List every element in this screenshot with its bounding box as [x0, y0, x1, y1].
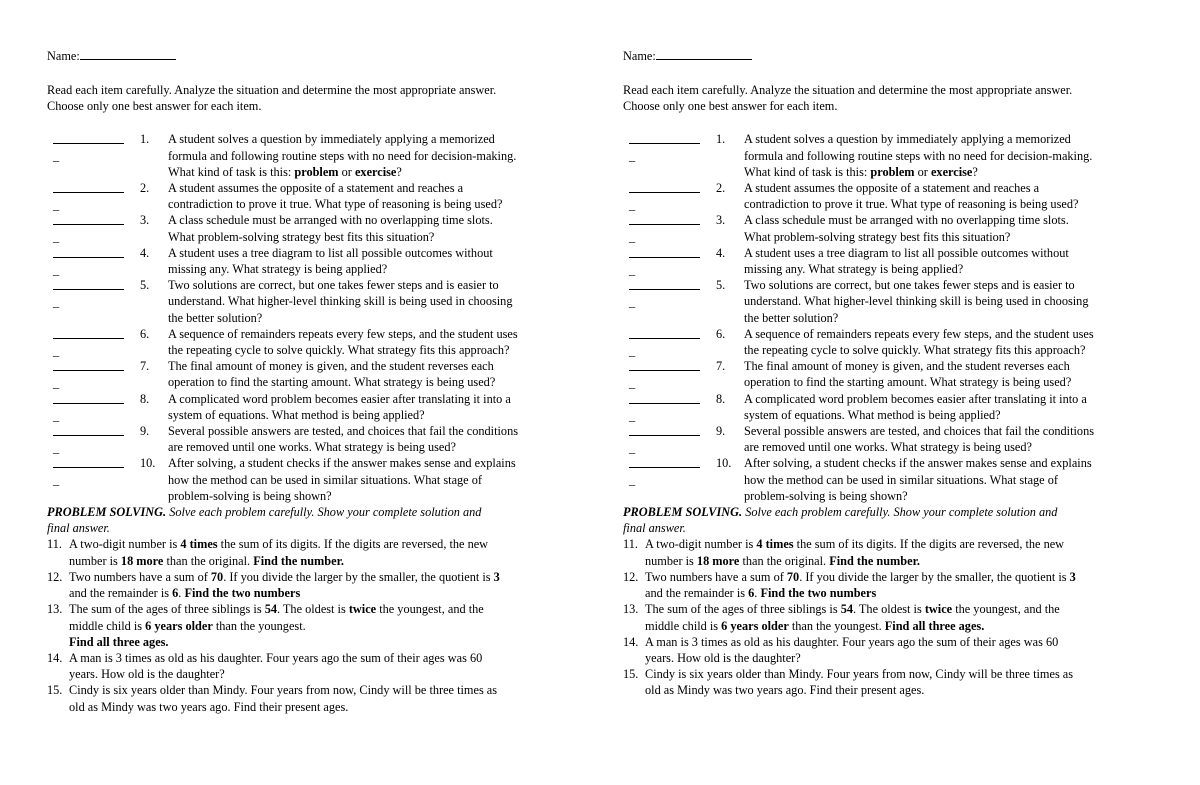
- item-text: formula and following routine steps with no need for decision-making.: [168, 148, 517, 163]
- name-blank[interactable]: [80, 47, 176, 60]
- problem-number: 11.: [623, 537, 638, 552]
- item-text: how the method can be used in similar situations. What stage of: [168, 472, 482, 487]
- item-4: [623, 245, 1158, 277]
- problem-13: 13. The sum of the ages of three siblings is 54. The oldest is twice the youngest, and the middle child is 6 years older than the youngest. Find all three ages.: [623, 602, 1060, 633]
- name-label: Name:: [623, 49, 656, 63]
- problem-11: 11. A two-digit number is 4 times the sum of its digits. If the digits are reversed, the new number is 18 more than the original. Find the number.: [623, 537, 1065, 568]
- item-text: A student uses a tree diagram to list all possible outcomes without: [168, 245, 493, 260]
- problem-15: 15. Cindy is six years older than Mindy. Four years from now, Cindy will be three times as old as Mindy was two years ago. Find their present ages.: [623, 667, 1074, 698]
- item-text: The final amount of money is given, and the student reverses each: [744, 359, 1070, 374]
- instructions-line: Read each item carefully. Analyze the situation and determine the most appropriate answer.: [623, 83, 1073, 97]
- instructions-line: Choose only one best answer for each item.: [623, 99, 838, 114]
- problem-number: 12.: [47, 569, 63, 584]
- problem-14: 14. A man is 3 times as old as his daughter. Four years ago the sum of their ages was 60 years. How old is the daughter?: [47, 650, 483, 682]
- item-10: [47, 455, 582, 504]
- item-2: [623, 180, 1158, 212]
- item-text: A sequence of remainders repeats every few steps, and the student uses: [744, 326, 1094, 341]
- item-text: contradiction to prove it true. What type of reasoning is being used?: [168, 197, 503, 212]
- item-9: [47, 423, 582, 455]
- answer-blank[interactable]: _: [53, 131, 124, 162]
- answer-blank[interactable]: _: [629, 358, 700, 389]
- item-text: What problem-solving strategy best fits this situation?: [744, 229, 1011, 244]
- item-7: [47, 358, 582, 390]
- item-number: 9.: [140, 424, 150, 439]
- answer-blank[interactable]: _: [629, 326, 700, 357]
- item-text: system of equations. What method is being applied?: [744, 407, 1001, 422]
- item-number: 5.: [140, 278, 150, 293]
- item-number: 10.: [140, 456, 156, 471]
- answer-blank[interactable]: _: [629, 277, 700, 308]
- item-text: system of equations. What method is being applied?: [168, 407, 425, 422]
- item-text: missing any. What strategy is being applied?: [744, 262, 964, 277]
- problem-13: 13. The sum of the ages of three siblings is 54. The oldest is twice the youngest, and the middle child is 6 years older than the youngest. Find all three ages.: [47, 602, 484, 649]
- item-text: A class schedule must be arranged with no overlapping time slots.: [168, 213, 493, 228]
- item-number: 9.: [716, 424, 726, 439]
- item-text: Two solutions are correct, but one takes fewer steps and is easier to: [744, 278, 1075, 293]
- item-text: operation to find the starting amount. What strategy is being used?: [744, 375, 1072, 390]
- item-text: A complicated word problem becomes easier after translating it into a: [168, 391, 511, 406]
- item-number: 10.: [716, 456, 732, 471]
- name-field: [623, 47, 1158, 63]
- answer-blank[interactable]: _: [53, 423, 124, 454]
- instructions: [623, 82, 1158, 114]
- item-text: Several possible answers are tested, and choices that fail the conditions: [744, 424, 1095, 439]
- item-number: 7.: [716, 359, 726, 374]
- item-text: After solving, a student checks if the answer makes sense and explains: [168, 456, 516, 471]
- item-text: A class schedule must be arranged with no overlapping time slots.: [744, 213, 1069, 228]
- item-text: operation to find the starting amount. What strategy is being used?: [168, 375, 496, 390]
- item-text: A student solves a question by immediately applying a memorized: [744, 132, 1071, 147]
- answer-blank[interactable]: _: [53, 212, 124, 243]
- answer-blank[interactable]: _: [629, 245, 700, 276]
- item-number: 5.: [716, 278, 726, 293]
- item-text: the better solution?: [168, 310, 263, 325]
- problem-number: 13.: [623, 602, 639, 617]
- item-text: What problem-solving strategy best fits this situation?: [168, 229, 435, 244]
- problem-number: 12.: [623, 569, 639, 584]
- item-list: [623, 131, 1158, 504]
- problem-number: 14.: [623, 634, 639, 649]
- problem-14: 14. A man is 3 times as old as his daughter. Four years ago the sum of their ages was 60 years. How old is the daughter?: [623, 634, 1059, 665]
- item-text: understand. What higher-level thinking skill is being used in choosing: [744, 294, 1089, 309]
- item-number: 2.: [140, 181, 150, 196]
- item-number: 8.: [716, 391, 726, 406]
- item-text: A sequence of remainders repeats every few steps, and the student uses: [168, 326, 518, 341]
- instructions: [47, 82, 582, 114]
- answer-blank[interactable]: _: [53, 180, 124, 211]
- item-text: are removed until one works. What strategy is being used?: [168, 440, 456, 455]
- item-text: What kind of task is this: problem or exercise?: [168, 164, 402, 179]
- worksheet-left: [47, 47, 582, 715]
- item-5: [47, 277, 582, 326]
- problem-number: 11.: [47, 537, 62, 552]
- item-text: understand. What higher-level thinking skill is being used in choosing: [168, 294, 513, 309]
- item-text: contradiction to prove it true. What type of reasoning is being used?: [744, 197, 1079, 212]
- problem-number: 15.: [47, 683, 63, 698]
- answer-blank[interactable]: _: [629, 423, 700, 454]
- item-text: problem-solving is being shown?: [744, 488, 908, 503]
- answer-blank[interactable]: _: [629, 131, 700, 162]
- answer-blank[interactable]: _: [53, 455, 124, 486]
- item-text: A student assumes the opposite of a statement and reaches a: [168, 181, 464, 196]
- item-number: 1.: [140, 132, 150, 147]
- worksheet-right: [623, 47, 1158, 699]
- answer-blank[interactable]: _: [53, 245, 124, 276]
- item-text: are removed until one works. What strategy is being used?: [744, 440, 1032, 455]
- item-number: 6.: [716, 326, 726, 341]
- item-number: 4.: [716, 245, 726, 260]
- item-3: [623, 212, 1158, 244]
- item-number: 4.: [140, 245, 150, 260]
- item-number: 3.: [716, 213, 726, 228]
- problem-number: 15.: [623, 667, 639, 682]
- item-text: After solving, a student checks if the answer makes sense and explains: [744, 456, 1092, 471]
- item-7: [623, 358, 1158, 390]
- item-text: the repeating cycle to solve quickly. What strategy fits this approach?: [168, 343, 510, 358]
- item-text: problem-solving is being shown?: [168, 488, 332, 503]
- item-text: missing any. What strategy is being applied?: [168, 262, 388, 277]
- item-text: The final amount of money is given, and the student reverses each: [168, 359, 494, 374]
- problem-12: 12. Two numbers have a sum of 70. If you divide the larger by the smaller, the quotient is 3 and the remainder is 6. Find the two numbers: [623, 569, 1076, 601]
- item-2: [47, 180, 582, 212]
- item-text: how the method can be used in similar situations. What stage of: [744, 472, 1058, 487]
- answer-blank[interactable]: _: [53, 391, 124, 422]
- item-text: the better solution?: [744, 310, 839, 325]
- item-text: A student solves a question by immediately applying a memorized: [168, 132, 495, 147]
- answer-blank[interactable]: _: [53, 358, 124, 389]
- item-text: Two solutions are correct, but one takes fewer steps and is easier to: [168, 278, 499, 293]
- problem-number: 14.: [47, 650, 63, 665]
- problem-12: 12. Two numbers have a sum of 70. If you divide the larger by the smaller, the quotient is 3 and the remainder is 6. Find the two numbers: [47, 569, 500, 601]
- item-4: [47, 245, 582, 277]
- item-8: [623, 391, 1158, 423]
- problem-15: 15. Cindy is six years older than Mindy. Four years from now, Cindy will be three times as old as Mindy was two years ago. Find their present ages.: [47, 683, 498, 714]
- answer-blank[interactable]: _: [629, 391, 700, 422]
- item-text: A student uses a tree diagram to list all possible outcomes without: [744, 245, 1069, 260]
- problem-solving-heading: PROBLEM SOLVING. Solve each problem carefully. Show your complete solution and final answer.: [47, 505, 482, 536]
- item-number: 3.: [140, 213, 150, 228]
- name-label: Name:: [47, 49, 80, 63]
- item-list: [47, 131, 582, 504]
- item-1: [623, 131, 1158, 180]
- item-number: 8.: [140, 391, 150, 406]
- name-blank[interactable]: [656, 47, 752, 60]
- instructions-line: Choose only one best answer for each item.: [47, 99, 262, 114]
- item-number: 6.: [140, 326, 150, 341]
- item-text: A student assumes the opposite of a statement and reaches a: [744, 181, 1040, 196]
- instructions-line: Read each item carefully. Analyze the situation and determine the most appropriate answer.: [47, 83, 497, 97]
- item-number: 1.: [716, 132, 726, 147]
- answer-blank[interactable]: _: [629, 212, 700, 243]
- item-text: A complicated word problem becomes easier after translating it into a: [744, 391, 1087, 406]
- item-6: [47, 326, 582, 358]
- item-text: formula and following routine steps with no need for decision-making.: [744, 148, 1093, 163]
- item-6: [623, 326, 1158, 358]
- item-5: [623, 277, 1158, 326]
- problem-solving-heading: PROBLEM SOLVING. Solve each problem carefully. Show your complete solution and final answer.: [623, 505, 1058, 536]
- item-10: [623, 455, 1158, 504]
- answer-blank[interactable]: _: [53, 326, 124, 357]
- problem-number: 13.: [47, 602, 63, 617]
- item-text: Several possible answers are tested, and choices that fail the conditions: [168, 424, 519, 439]
- answer-blank[interactable]: _: [629, 455, 700, 486]
- answer-blank[interactable]: _: [629, 180, 700, 211]
- item-8: [47, 391, 582, 423]
- item-text: What kind of task is this: problem or exercise?: [744, 164, 978, 179]
- item-text: the repeating cycle to solve quickly. What strategy fits this approach?: [744, 343, 1086, 358]
- problem-11: 11. A two-digit number is 4 times the sum of its digits. If the digits are reversed, the new number is 18 more than the original. Find the number.: [47, 537, 489, 568]
- name-field: [47, 47, 582, 63]
- item-number: 7.: [140, 359, 150, 374]
- answer-blank[interactable]: _: [53, 277, 124, 308]
- item-1: [47, 131, 582, 180]
- item-9: [623, 423, 1158, 455]
- item-number: 2.: [716, 181, 726, 196]
- item-3: [47, 212, 582, 244]
